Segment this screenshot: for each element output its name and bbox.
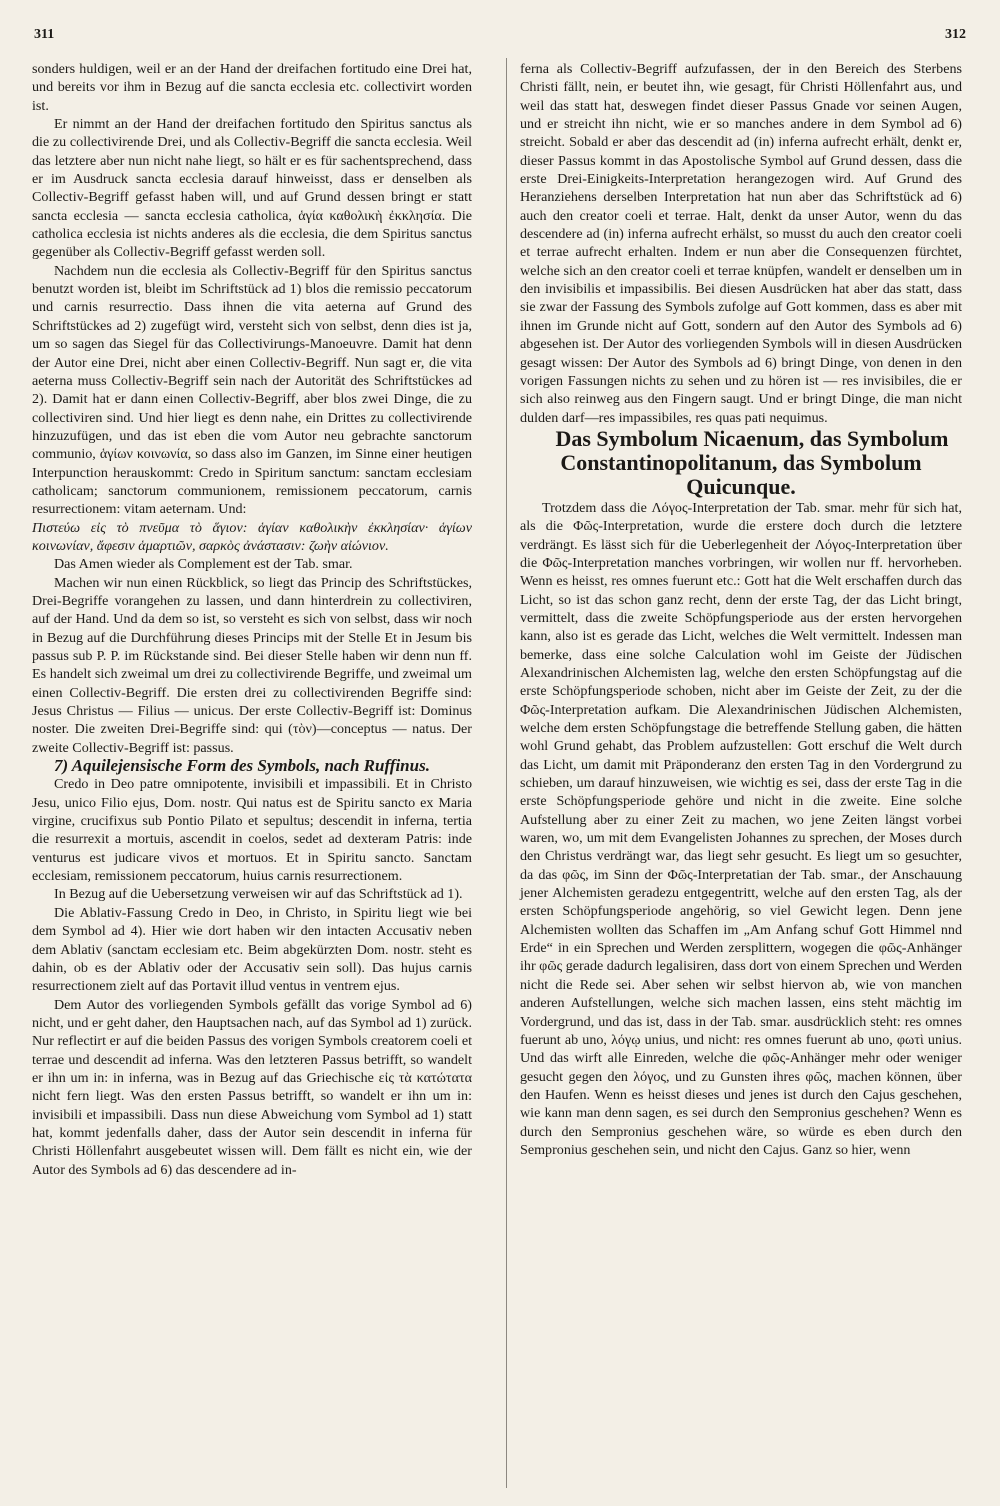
- page-number-left: 311: [34, 27, 55, 42]
- column-divider: [506, 58, 507, 1488]
- right-column: [520, 60, 962, 1159]
- paragraph: Das Amen wieder als Complement est der Tab. smar.: [54, 556, 353, 573]
- left-column: [32, 60, 472, 1179]
- page-number-right: 312: [945, 27, 966, 42]
- paragraph: Nachdem nun die ecclesia als Collectiv-Begriff für den Spiritus sanctus benutzt worden ist, bleibt im Schriftstück ad 1) blos die remissio peccatorum und carnis resurrectio. Dass ihnen die vita aeterna auf Grund des Schriftstückes ad 2) zugefügt wird, versteht sich von selbst, denn dies ist ja, um so sagen das Siegel für das Collectivirungs-Manoeuvre. Damit hat denn der Autor eine Drei, nicht aber einen Collectiv-Begriff. Nun sagt er, die vita aeterna muss Collectiv-Begriff sein nach der Autorität des Schriftstückes ad 2). Damit hat er dann einen Collectiv-Begriff, aber blos zwei Dinge, die zu collectiviren sind. Und hier liegt es denn nahe, ein Drittes zu collectivirende hinzuzufügen, und das ist eben die vom Autor neu gebrachte sanctorum communio, ἁγίων κοινωνία, so dass also im Ganzen, im Sinne einer heutigen Interpunction herauskommt: Credo in Spiritum sanctum: sanctam ecclesiam catholicam; sanctorum communionem, remissionem peccatorum, carnis resurrectionem: vitam aeternam. Und:: [32, 262, 472, 518]
- paragraph: sonders huldigen, weil er an der Hand der dreifachen fortitudo eine Drei hat, und bereits vor ihm in Bezug auf die sancta ecclesia etc. collectivirt worden ist.: [32, 61, 472, 114]
- paragraph: Machen wir nun einen Rückblick, so liegt das Princip des Schriftstückes, Drei-Begriffe vorangehen zu lassen, und dann hinterdrein zu collectiviren, auf der Hand. Und da dem so ist, so versteht es sich von selbst, dass wir noch in Bezug auf die Durchführung dieses Princips mit der Stelle Et in Jesum bis passus sub P. P. im Rückstande sind. Bei dieser Stelle haben wir denn nun ff. Es handelt sich zweimal um drei zu collectivirende Begriffe, und zweimal um einen Collectiv-Begriff. Die ersten drei zu collectivirenden Begriffe sind: Jesus Christus — Filius — unicus. Der erste Collectiv-Begriff ist: Dominus noster. Die zweiten Drei-Begriffe sind: qui (τὸν)—conceptus — natus. Der zweite Collectiv-Begriff ist: passus.: [32, 574, 472, 756]
- paragraph: In Bezug auf die Uebersetzung verweisen wir auf das Schriftstück ad 1).: [54, 886, 463, 903]
- paragraph: Er nimmt an der Hand der dreifachen fortitudo den Spiritus sanctus als die zu collectivirende Drei, und als Collectiv-Begriff die sancta ecclesia. Weil das letztere aber nun nicht nahe liegt, so hält er es für sachentsprechend, dass er im Ausdruck sancta ecclesia darauf hinweisst, dass er denselben als Collectiv-Begriff gefasst haben will, und auf Grund dessen bringt er statt sancta ecclesia — sancta ecclesia catholica, ἁγία καθολικὴ ἐκκλησία. Die catholica ecclesia ist nichts anderes als die ecclesia, die dem Spiritus sanctus gegenüber als Collectiv-Begriff gefasst werden soll.: [32, 116, 472, 261]
- paragraph: Dem Autor des vorliegenden Symbols gefällt das vorige Symbol ad 6) nicht, und er geht daher, den Hauptsachen nach, auf das Symbol ad 1) zurück. Nur reflectirt er auf die beiden Passus des vorigen Symbols creatorem coeli et terrae und descendit ad inferna. Was den letzteren Passus betrifft, so wandelt er ihn um in: in inferna, was in Bezug auf das Griechische εἰς τὰ κατώτατα nicht fern liegt. Was den ersten Passus betrifft, so wandelt er ihn um in: invisibili et impassibili. Dass nun diese Abweichung vom Symbol ad 1) statt hat, kommt jedenfalls daher, dass der Autor sein descendit in inferna für Christi Höllenfahrt ausgebeutet wissen will. Dem fällt es nicht ein, wie der Autor des Symbols ad 6) das descendere ad in-: [32, 996, 472, 1178]
- section-heading: 7) Aquilejensische Form des Symbols, nach Ruffinus.: [54, 756, 430, 776]
- greek-creed-text: Πιστεύω εἰς τὸ πνεῦμα τὸ ἅγιον: ἁγίαν καθολικὴν ἐκκλησίαν· ἁγίων κοινωνίαν, ἄφεσιν ἁμαρτιῶν, σαρκὸς ἀνάστασιν: ζωὴν αἰώνιον.: [32, 519, 472, 554]
- paragraph: Die Ablativ-Fassung Credo in Deo, in Christo, in Spiritu liegt wie bei dem Symbol ad 4). Hier wie dort haben wir den intacten Accusativ neben dem Ablativ (sanctam ecclesiam etc. Beim abgekürzten Dom. nostr. steht es dahin, ob es der Ablativ oder der Accusativ sein soll). Das hujus carnis resurrectionem zielt auf das Portavit illud ventus in ventrem ejus.: [32, 904, 472, 995]
- chapter-heading: Das Symbolum Nicaenum, das Symbolum Constantinopolitanum, das Symbolum Quicunque.: [555, 425, 949, 499]
- paragraph: Trotzdem dass die Λόγος-Interpretation der Tab. smar. mehr für sich hat, als die Φῶς-Interpretation, wurde die erstere doch durch die letztere verdrängt. Es lässt sich für die Ueberlegenheit der Λόγος-Interpretation über die Φῶς-Interpretation manches vorbringen, wir wollen nur ff. hervorheben. Wenn es heisst, res omnes fuerunt etc.: Gott hat die Welt erschaffen durch das Licht, so ist das schon ganz recht, denn der erste Tag, der das Licht bringt, vermittelt, dass die zweite Schöpfungsperiode aus der ersten hervorgehen kann, also ist es gerade das Licht, welches die Welt vermittelt. Indessen man bemerke, dass eine solche Calculation wohl im Geiste der Jüdischen Alexandrinischen Alchemisten lag, welche den ersten Schöpfungstag auf die erste Schöpfungsperiode schoben, nicht aber im Geiste der Zeit, zu der die Φῶς-Interpretation aufkam. Die Alexandrinischen Jüdischen Alchemisten, welche dem ersten Schöpfungstage die betreffende Stellung gaben, die hätten wohl Grund gehabt, das Problem aufzustellen: Gott erschuf die Welt durch das Licht, um damit mit Präponderanz den ersten Tag in den Vordergrund zu schieben, um darauf hinzuweisen, wie wichtig es sei, dass der erste Tag in die erste Schöpfungsperiode gehöre und nicht in die zweite. Eine solche Aufstellung aber zu einer Zeit zu machen, wo jene Zeiten längst vorbei waren, wo, um mit dem Evangelisten Johannes zu sprechen, der Moses durch den Christus verdrängt war, das liegt sehr gesucht. Es liegt um so gesuchter, da das φῶς, im Sinn der Φῶς-Interpretatian der Tab. smar., der Anschauung jener Alchemisten geradezu entgegentritt, welche auf den ersten Tag, als der ersten Schöpfungsperiode angehörig, so viel Gewicht legen. Denn jene Alchemisten wollten das Schaffen im „Am Anfang schuf Gott Himmel nnd Erde“ in ein Sprechen und Werden zersplittern, wogegen die φῶς-Anhänger ihr φῶς gerade dadurch legalisiren, dass dort von einem Sprechen und Werden nicht die Rede sei. Aber sehen wir selbst hiervon ab, wie von manchen anderen Aufstellungen, welche sich machen lassen, eins steht mächtig im Vordergrund, und das ist, dass in der Tab. smar. ausdrücklich steht: res omnes fuerunt ab uno, λόγῳ unius, und nicht: res omnes fuerunt ab uno, φωτὶ unius. Und das wirft alle Einreden, welche die φῶς-Anhänger mehr oder weniger gesucht gegen den λόγος, und zu Gunsten ihres φῶς, machen können, über den Haufen. Wenn es heisst dieses und jenes ist durch den Cajus geschehen, wie kann man denn sagen, es sei durch den Sempronius geschehen? Wenn es durch den Sempronius geschehen wäre, so würde es eben durch den Sempronius geschehen sein, und nicht den Cajus. Ganz so hier, wenn: [520, 499, 962, 1158]
- paragraph: Credo in Deo patre omnipotente, invisibili et impassibili. Et in Christo Jesu, unico Filio ejus, Dom. nostr. Qui natus est de Spiritu sancto ex Maria virgine, crucifixus sub Pontio Pilato et sepultus; descendit in inferna, tertia die resurrexit a mortuis, ascendit in coelos, sedet ad dexteram Patris: inde venturus est judicare vivos et mortuos. Et in Spiritu sancto. Sanctam ecclesiam, remissionem peccatorum, huius carnis resurrectionem.: [32, 776, 472, 885]
- paragraph: ferna als Collectiv-Begriff aufzufassen, der in den Bereich des Sterbens Christi fällt, nein, er beutet ihn, wie gesagt, für Christi Höllenfahrt aus, und weil das statt hat, deswegen findet dieser Passus Gnade vor seinen Augen, und er streicht ihn nicht, wie er so manches andere in dem Symbol ad 6) streicht. Sobald er aber das descendit ad (in) inferna aufrecht erhält, denkt er, dieser Passus kommt in das Apostolische Symbol auf Grund dessen, dass die erste Drei-Einigkeits-Interpretation herangezogen wird. Auf Grund des Heranziehens derselben Interpretation hat nun aber das Schriftstück ad 6) auch den creator coeli et terrae. Halt, denkt da unser Autor, wenn du das descendere ad (in) inferna aufrecht erhälst, so musst du auch den creator coeli et terrae aufrecht erhalten. Indem er nun aber die Consequenzen fürchtet, welche sich an den creator coeli et terrae knüpfen, wandelt er denselben um in den invisibilis et impassibilis. Bei diesen Ausdrücken hat aber das statt, dass sie zwar der Fassung des Symbols zufolge auf Gott kommen, dass es aber mit ihnen im Grunde nicht auf Gott, sondern auf den Autor des Symbols ad 6) abgesehen ist. Der Autor des vorliegenden Symbols will in diesen Ausdrücken gesagt wissen: Der Autor des Symbols ad 6) bringt Dinge, von denen in den vorigen Fassungen nichts zu sehen und zu hören ist — res invisibiles, die er sich also reinweg aus den Fingern saugt. Und er bringt Dinge, die man nicht dulden darf—res impassibiles, res quas pati nequimus.: [520, 61, 962, 426]
